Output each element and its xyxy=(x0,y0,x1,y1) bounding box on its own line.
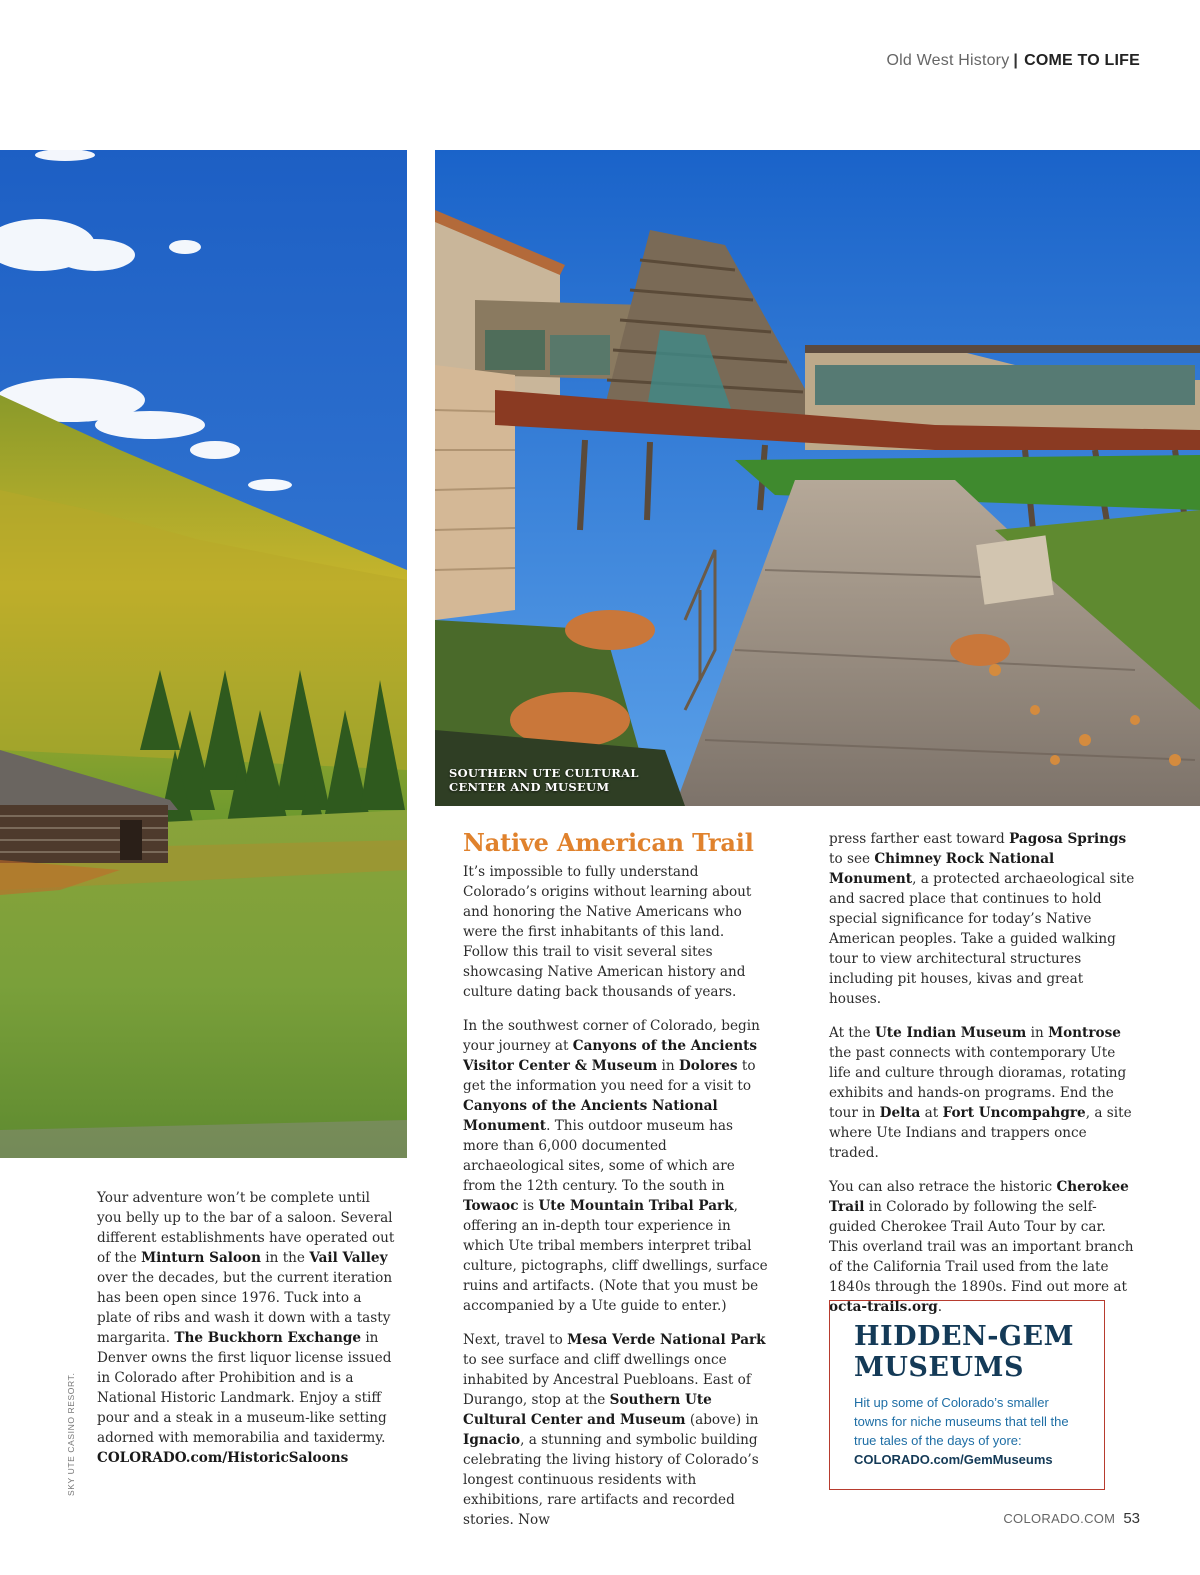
bold-place-name: Fort Uncompahgre xyxy=(942,1105,1086,1121)
bold-place-name: Towaoc xyxy=(463,1198,519,1214)
bold-place-name: Cherokee Trail xyxy=(829,1179,1129,1215)
bold-place-name: Delta xyxy=(879,1105,921,1121)
gem-museums-link[interactable]: COLORADO.com/GemMuseums xyxy=(854,1452,1053,1467)
bold-place-name: COLORADO.com/HistoricSaloons xyxy=(97,1450,349,1466)
section-title: Native American Trail xyxy=(463,828,754,857)
native-trail-column xyxy=(463,828,768,1544)
bold-place-name: Minturn Saloon xyxy=(141,1250,261,1266)
bold-place-name: octa-trails.org xyxy=(829,1299,938,1315)
header-separator: | xyxy=(1013,52,1019,69)
bold-place-name: Vail Valley xyxy=(309,1250,388,1266)
southern-ute-cultural-center-photo xyxy=(435,150,1200,806)
page-footer xyxy=(1003,1510,1140,1528)
bold-place-name: Southern Ute Cultural Center and Museum xyxy=(463,1392,712,1428)
bold-place-name: Ute Indian Museum xyxy=(874,1025,1027,1041)
bold-place-name: Ute Mountain Tribal Park xyxy=(538,1198,734,1214)
bold-place-name: Pagosa Springs xyxy=(1009,831,1127,847)
bold-place-name: Chimney Rock National Monument xyxy=(829,851,1055,887)
photo-credit xyxy=(62,1372,78,1496)
bold-place-name: Dolores xyxy=(678,1058,738,1074)
trail-paragraph-southwest: In the southwest corner of Colorado, begin your journey at Canyons of the Ancients Visitor Center & Museum in Dolores to get the information you need for a visit to Canyons of the Ancients National Monument. This outdoor museum has more than 6,000 documented archaeological sites, some of which are from the 12th century. To the south in Towaoc is Ute Mountain Tribal Park, offering an in-depth tour experience in which Ute tribal members interpret tribal culture, pictographs, cliff dwellings, surface ruins and artifacts. (Note that you must be accompanied by a Ute guide to enter.) xyxy=(463,1018,768,1314)
trail-paragraph-cherokee: You can also retrace the historic Cherokee Trail in Colorado by following the self-guided Cherokee Trail Auto Tour by car. This overland trail was an important branch of the California Trail used from the late 1840s through the 1890s. Find out more at octa-trails.org. xyxy=(829,1179,1134,1315)
hidden-gem-museums-box xyxy=(829,1300,1105,1490)
saloon-column xyxy=(97,1188,397,1482)
photo-caption: SOUTHERN UTE CULTURAL CENTER AND MUSEUM xyxy=(449,766,639,794)
gem-box-text: Hit up some of Colorado’s smaller towns for niche museums that tell the true tales of the days of yore: xyxy=(854,1395,1069,1448)
bold-place-name: Montrose xyxy=(1048,1025,1121,1041)
bold-place-name: Mesa Verde National Park xyxy=(567,1332,766,1348)
trail-intro-paragraph: It’s impossible to fully understand Colorado’s origins without learning about and honoring the Native Americans who were the first inhabitants of this land. Follow this trail to visit several sites showcasing Native American history and culture dating back thousands of years. xyxy=(463,864,752,1000)
bold-place-name: Canyons of the Ancients Visitor Center & Museum xyxy=(463,1038,758,1074)
saloon-paragraph: Your adventure won’t be complete until you belly up to the bar of a saloon. Several different establishments have operated out of the Minturn Saloon in the Vail Valley over the decades, but the current iteration has been open since 1976. Tuck into a plate of ribs and wash it down with a tasty margarita. The Buckhorn Exchange in Denver owns the first liquor license issued in Colorado after Prohibition and is a National Historic Landmark. Enjoy a stiff pour and a steak in a museum-like setting adorned with memorabilia and taxidermy. COLORADO.com/HistoricSaloons xyxy=(97,1190,395,1466)
gem-box-title xyxy=(854,1321,1080,1383)
gem-title-line-2: MUSEUMS xyxy=(854,1352,1024,1383)
gem-title-line-1: HIDDEN-GEM xyxy=(854,1321,1074,1352)
page-number: 53 xyxy=(1123,1510,1140,1527)
running-header xyxy=(886,52,1140,70)
bold-place-name: Canyons of the Ancients National Monument xyxy=(463,1098,718,1134)
photo-credit-text: SKY UTE CASINO RESORT. xyxy=(66,1372,76,1496)
bold-place-name: Ignacio xyxy=(463,1432,521,1448)
header-label: COME TO LIFE xyxy=(1024,52,1140,69)
trail-paragraph-pagosa: press farther east toward Pagosa Springs to see Chimney Rock National Monument, a protected archaeological site and sacred place that continues to hold special significance for today’s Native American peoples. Take a guided walking tour to view architectural structures including pit houses, kivas and great houses. xyxy=(829,831,1135,1007)
trail-paragraph-ute-museum: At the Ute Indian Museum in Montrose the past connects with contemporary Ute life and culture through dioramas, rotating exhibits and hands-on programs. End the tour in Delta at Fort Uncompahgre, a site where Ute Indians and trappers once traded. xyxy=(829,1025,1132,1161)
mountain-valley-log-cabin-photo xyxy=(0,150,407,1158)
native-trail-column-continued xyxy=(829,829,1139,1331)
bold-place-name: The Buckhorn Exchange xyxy=(174,1330,362,1346)
footer-site: COLORADO.COM xyxy=(1003,1511,1116,1526)
trail-paragraph-mesa-verde: Next, travel to Mesa Verde National Park to see surface and cliff dwellings once inhabited by Ancestral Puebloans. East of Durango, stop at the Southern Ute Cultural Center and Museum (above) in Ignacio, a stunning and symbolic building celebrating the living history of Colorado’s longest continuous residents with exhibitions, rare artifacts and recorded stories. Now xyxy=(463,1332,766,1528)
header-section: Old West History xyxy=(886,52,1010,69)
